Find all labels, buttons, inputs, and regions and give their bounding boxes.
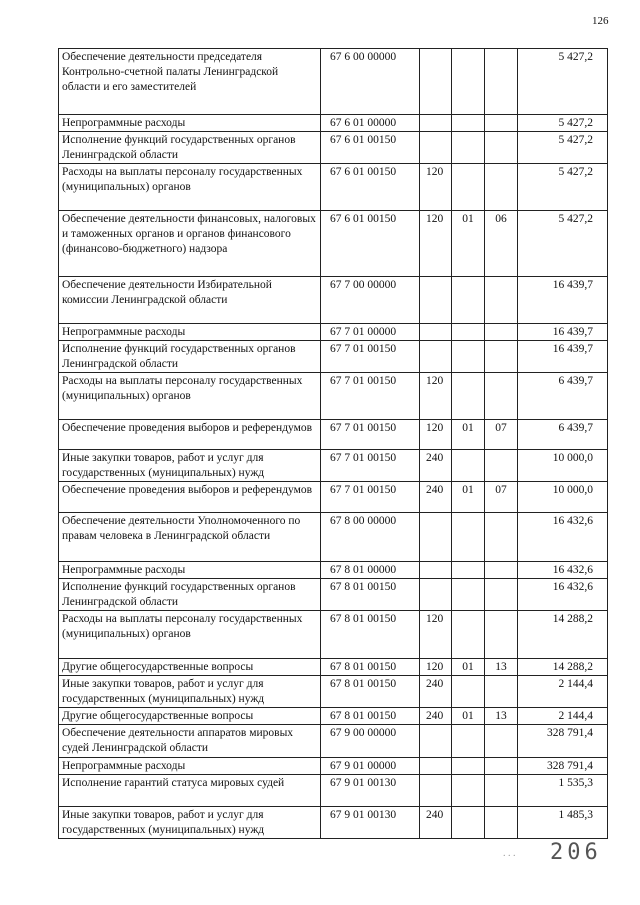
row-name: Обеспечение проведения выборов и референдумов bbox=[59, 482, 321, 513]
row-pr: 06 bbox=[485, 211, 518, 277]
row-pr: 07 bbox=[485, 420, 518, 450]
row-sum: 16 439,7 bbox=[518, 341, 608, 373]
row-sum: 16 439,7 bbox=[518, 324, 608, 341]
row-pr bbox=[485, 164, 518, 211]
table-row bbox=[59, 775, 608, 807]
row-sum: 5 427,2 bbox=[518, 211, 608, 277]
row-rz bbox=[452, 725, 485, 758]
row-name: Обеспечение деятельности Избирательной комиссии Ленинградской области bbox=[59, 277, 321, 324]
row-code: 67 6 01 00000 bbox=[321, 115, 420, 132]
row-code: 67 7 01 00150 bbox=[321, 450, 420, 482]
row-sum: 1 485,3 bbox=[518, 807, 608, 839]
table-row bbox=[59, 373, 608, 420]
row-code: 67 9 01 00130 bbox=[321, 807, 420, 839]
scan-dots: . . . bbox=[503, 848, 516, 859]
row-name: Иные закупки товаров, работ и услуг для государственных (муниципальных) нужд bbox=[59, 807, 321, 839]
row-rz bbox=[452, 562, 485, 579]
row-vr bbox=[420, 579, 452, 611]
row-vr bbox=[420, 115, 452, 132]
row-pr bbox=[485, 450, 518, 482]
row-name: Другие общегосударственные вопросы bbox=[59, 708, 321, 725]
table-row bbox=[59, 450, 608, 482]
table-row bbox=[59, 725, 608, 758]
row-pr bbox=[485, 775, 518, 807]
row-code: 67 6 01 00150 bbox=[321, 211, 420, 277]
table-row bbox=[59, 324, 608, 341]
row-rz bbox=[452, 341, 485, 373]
row-code: 67 6 00 00000 bbox=[321, 49, 420, 115]
row-name: Расходы на выплаты персоналу государственных (муниципальных) органов bbox=[59, 611, 321, 659]
row-code: 67 8 01 00000 bbox=[321, 562, 420, 579]
row-vr: 120 bbox=[420, 659, 452, 676]
row-pr bbox=[485, 611, 518, 659]
row-code: 67 8 01 00150 bbox=[321, 708, 420, 725]
row-vr bbox=[420, 341, 452, 373]
row-pr bbox=[485, 725, 518, 758]
row-rz: 01 bbox=[452, 211, 485, 277]
row-rz: 01 bbox=[452, 659, 485, 676]
row-pr bbox=[485, 373, 518, 420]
row-sum: 328 791,4 bbox=[518, 725, 608, 758]
table-row bbox=[59, 115, 608, 132]
row-rz: 01 bbox=[452, 708, 485, 725]
row-rz: 01 bbox=[452, 420, 485, 450]
row-vr: 120 bbox=[420, 611, 452, 659]
row-rz bbox=[452, 579, 485, 611]
table-row bbox=[59, 211, 608, 277]
table-row bbox=[59, 807, 608, 839]
row-vr: 120 bbox=[420, 211, 452, 277]
row-rz: 01 bbox=[452, 482, 485, 513]
row-vr bbox=[420, 758, 452, 775]
row-code: 67 7 01 00150 bbox=[321, 341, 420, 373]
row-name: Иные закупки товаров, работ и услуг для государственных (муниципальных) нужд bbox=[59, 676, 321, 708]
row-code: 67 7 00 00000 bbox=[321, 277, 420, 324]
table-row bbox=[59, 341, 608, 373]
row-code: 67 7 01 00150 bbox=[321, 420, 420, 450]
row-sum: 16 432,6 bbox=[518, 513, 608, 562]
table-row bbox=[59, 482, 608, 513]
row-pr bbox=[485, 324, 518, 341]
table-row bbox=[59, 676, 608, 708]
row-code: 67 8 00 00000 bbox=[321, 513, 420, 562]
table-row bbox=[59, 420, 608, 450]
table-row bbox=[59, 132, 608, 164]
row-sum: 10 000,0 bbox=[518, 450, 608, 482]
row-name: Непрограммные расходы bbox=[59, 758, 321, 775]
row-pr bbox=[485, 341, 518, 373]
table-row bbox=[59, 611, 608, 659]
row-name: Исполнение функций государственных органов Ленинградской области bbox=[59, 579, 321, 611]
row-sum: 16 432,6 bbox=[518, 579, 608, 611]
row-pr bbox=[485, 758, 518, 775]
row-vr bbox=[420, 562, 452, 579]
row-sum: 5 427,2 bbox=[518, 49, 608, 115]
row-vr: 120 bbox=[420, 373, 452, 420]
row-rz bbox=[452, 373, 485, 420]
row-sum: 16 432,6 bbox=[518, 562, 608, 579]
row-vr bbox=[420, 513, 452, 562]
handwritten-page-number: 206 bbox=[550, 840, 602, 865]
row-name: Обеспечение деятельности председателя Контрольно-счетной палаты Ленинградской области и его заместителей bbox=[59, 49, 321, 115]
row-rz bbox=[452, 807, 485, 839]
row-vr bbox=[420, 324, 452, 341]
row-sum: 1 535,3 bbox=[518, 775, 608, 807]
row-vr: 240 bbox=[420, 708, 452, 725]
row-sum: 2 144,4 bbox=[518, 676, 608, 708]
row-code: 67 9 00 00000 bbox=[321, 725, 420, 758]
row-sum: 10 000,0 bbox=[518, 482, 608, 513]
table-row bbox=[59, 49, 608, 115]
row-sum: 14 288,2 bbox=[518, 611, 608, 659]
row-pr bbox=[485, 579, 518, 611]
table-row bbox=[59, 659, 608, 676]
row-sum: 5 427,2 bbox=[518, 132, 608, 164]
row-code: 67 7 01 00150 bbox=[321, 373, 420, 420]
row-sum: 5 427,2 bbox=[518, 115, 608, 132]
row-sum: 328 791,4 bbox=[518, 758, 608, 775]
row-code: 67 8 01 00150 bbox=[321, 659, 420, 676]
row-pr bbox=[485, 132, 518, 164]
row-code: 67 9 01 00000 bbox=[321, 758, 420, 775]
row-pr bbox=[485, 49, 518, 115]
row-pr: 13 bbox=[485, 708, 518, 725]
row-rz bbox=[452, 324, 485, 341]
row-rz bbox=[452, 132, 485, 164]
table-row bbox=[59, 579, 608, 611]
row-sum: 5 427,2 bbox=[518, 164, 608, 211]
row-vr: 240 bbox=[420, 450, 452, 482]
row-sum: 6 439,7 bbox=[518, 373, 608, 420]
row-pr bbox=[485, 115, 518, 132]
row-vr: 240 bbox=[420, 807, 452, 839]
row-name: Расходы на выплаты персоналу государственных (муниципальных) органов bbox=[59, 373, 321, 420]
table-row bbox=[59, 513, 608, 562]
row-rz bbox=[452, 676, 485, 708]
row-vr bbox=[420, 132, 452, 164]
row-name: Исполнение гарантий статуса мировых судей bbox=[59, 775, 321, 807]
row-vr bbox=[420, 49, 452, 115]
table-row bbox=[59, 164, 608, 211]
row-sum: 6 439,7 bbox=[518, 420, 608, 450]
row-code: 67 6 01 00150 bbox=[321, 164, 420, 211]
row-code: 67 7 01 00000 bbox=[321, 324, 420, 341]
row-vr bbox=[420, 725, 452, 758]
page-number: 126 bbox=[592, 15, 609, 27]
row-rz bbox=[452, 611, 485, 659]
table-row bbox=[59, 708, 608, 725]
row-vr: 240 bbox=[420, 676, 452, 708]
row-pr bbox=[485, 807, 518, 839]
row-name: Исполнение функций государственных органов Ленинградской области bbox=[59, 132, 321, 164]
row-vr: 240 bbox=[420, 482, 452, 513]
row-code: 67 9 01 00130 bbox=[321, 775, 420, 807]
row-sum: 16 439,7 bbox=[518, 277, 608, 324]
row-name: Обеспечение деятельности аппаратов мировых судей Ленинградской области bbox=[59, 725, 321, 758]
row-code: 67 7 01 00150 bbox=[321, 482, 420, 513]
row-name: Непрограммные расходы bbox=[59, 324, 321, 341]
row-name: Обеспечение деятельности финансовых, налоговых и таможенных органов и органов финансового (финансово-бюджетного) надзора bbox=[59, 211, 321, 277]
row-rz bbox=[452, 758, 485, 775]
row-pr bbox=[485, 277, 518, 324]
row-pr: 07 bbox=[485, 482, 518, 513]
row-name: Непрограммные расходы bbox=[59, 562, 321, 579]
row-sum: 2 144,4 bbox=[518, 708, 608, 725]
row-name: Обеспечение деятельности Уполномоченного по правам человека в Ленинградской области bbox=[59, 513, 321, 562]
row-vr: 120 bbox=[420, 420, 452, 450]
row-rz bbox=[452, 513, 485, 562]
row-rz bbox=[452, 450, 485, 482]
row-pr: 13 bbox=[485, 659, 518, 676]
row-code: 67 8 01 00150 bbox=[321, 579, 420, 611]
table-row bbox=[59, 277, 608, 324]
row-rz bbox=[452, 164, 485, 211]
row-code: 67 8 01 00150 bbox=[321, 611, 420, 659]
row-code: 67 8 01 00150 bbox=[321, 676, 420, 708]
row-vr bbox=[420, 775, 452, 807]
row-name: Обеспечение проведения выборов и референдумов bbox=[59, 420, 321, 450]
row-rz bbox=[452, 775, 485, 807]
budget-table bbox=[58, 48, 608, 839]
row-name: Другие общегосударственные вопросы bbox=[59, 659, 321, 676]
row-vr: 120 bbox=[420, 164, 452, 211]
row-name: Непрограммные расходы bbox=[59, 115, 321, 132]
row-code: 67 6 01 00150 bbox=[321, 132, 420, 164]
table-row bbox=[59, 758, 608, 775]
row-rz bbox=[452, 277, 485, 324]
row-sum: 14 288,2 bbox=[518, 659, 608, 676]
row-name: Расходы на выплаты персоналу государственных (муниципальных) органов bbox=[59, 164, 321, 211]
row-rz bbox=[452, 49, 485, 115]
row-pr bbox=[485, 562, 518, 579]
row-name: Исполнение функций государственных органов Ленинградской области bbox=[59, 341, 321, 373]
table-row bbox=[59, 562, 608, 579]
row-pr bbox=[485, 676, 518, 708]
row-pr bbox=[485, 513, 518, 562]
row-vr bbox=[420, 277, 452, 324]
row-rz bbox=[452, 115, 485, 132]
row-name: Иные закупки товаров, работ и услуг для государственных (муниципальных) нужд bbox=[59, 450, 321, 482]
